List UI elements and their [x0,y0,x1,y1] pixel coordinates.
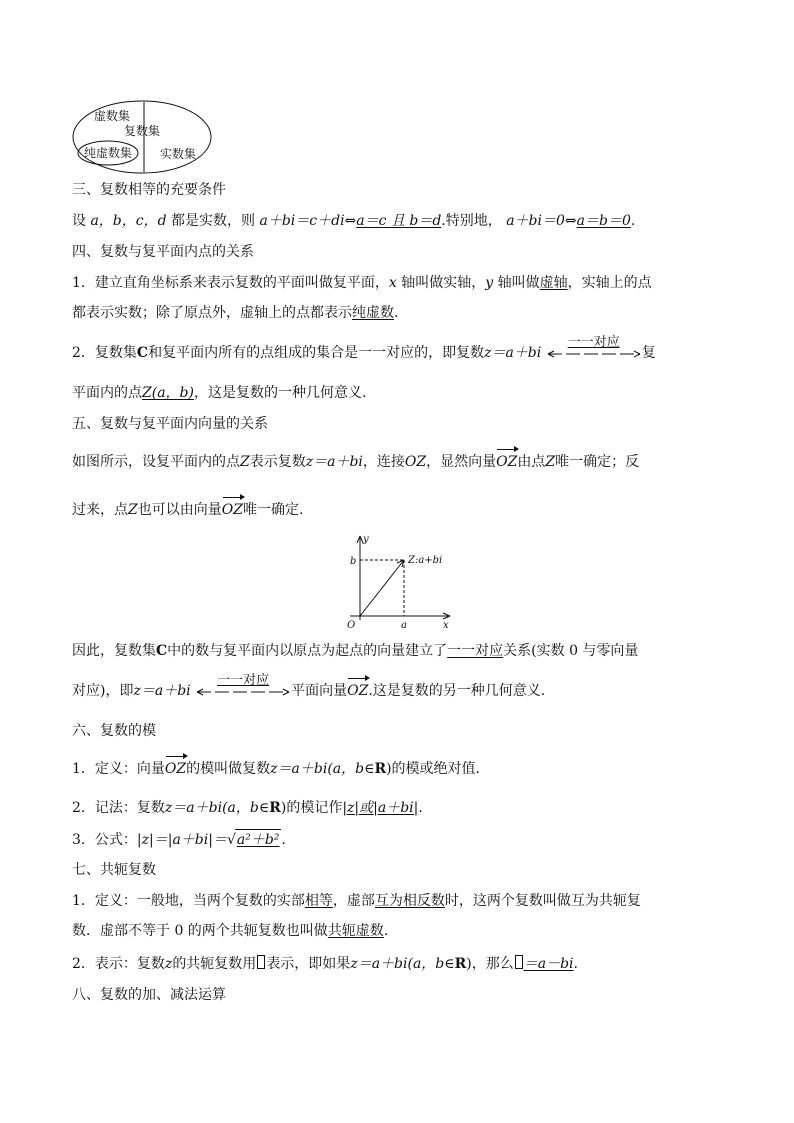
a-label: a [401,620,407,631]
modulus-formula: a²＋b² [235,829,282,850]
pure-imaginary-set-label: 纯虚数集 [84,146,133,160]
section-7-p1-line1: 1．定义：一般地，当两个复数的实部相等，虚部互为相反数时，这两个复数叫做互为共轭复 [72,893,641,909]
section-6-p3: 3．公式：|z|＝|a＋bi|＝√a²＋b² . [72,829,286,850]
zero-condition: a＝b＝0 [576,213,631,229]
section-3-heading: 三、复数相等的充要条件 [72,182,226,198]
point-z-label: Z:a+bi [408,555,443,566]
one-to-one-term: 一一对应 [447,643,504,659]
real-set-label: 实数集 [160,147,197,161]
section-5-heading: 五、复数与复平面内向量的关系 [72,416,268,432]
section-5-p2: 过来，点Z也可以由向量OZ唯一确定. [72,502,304,518]
opposite-term: 互为相反数 [374,893,445,909]
pure-imaginary-term: 纯虚数 [352,305,394,321]
vector-oz-line [360,560,404,616]
section-6-p2: 2．记法：复数z＝a＋bi(a，b∈R)的模记作|z|或|a＋bi|. [72,800,423,816]
section-7-heading: 七、共轭复数 [72,862,156,878]
x-axis-label: x [443,620,449,631]
vector-oz: OZ [164,761,187,777]
section-4-heading: 四、复数与复平面内点的关系 [72,244,254,260]
conjugate-placeholder-box [515,955,523,969]
section-4-p2-line1: 2．复数集C和复平面内所有的点组成的集合是一一对应的，即复数z＝a＋bi 一一对应 复 [72,335,656,361]
section-5-p4: 对应)，即z＝a＋bi 一一对应 平面向量OZ.这是复数的另一种几何意义. [72,673,546,699]
equality-condition: a＝c 且 b＝d [356,213,442,229]
modulus-notation: |z|或|a＋bi| [342,800,419,816]
section-5-p1: 如图所示，设复平面内的点Z表示复数z＝a＋bi，连接OZ，显然向量OZ由点Z唯一确定；反 [72,454,640,470]
bijection-arrow: 一一对应 [546,343,642,363]
bijection-arrow: 一一对应 [195,681,291,701]
conjugate-imaginary-term: 共轭虚数 [327,923,384,939]
section-5-p3: 因此，复数集C中的数与复平面内以原点为起点的向量建立了一一对应关系(实数 0 与零向量 [72,643,639,659]
conjugate-placeholder-box [257,955,265,969]
imaginary-set-label: 虚数集 [94,109,131,123]
section-7-p2: 2．表示：复数z的共轭复数用 表示，即如果z＝a＋bi(a，b∈R)，那么 ＝a－bi. [72,956,578,972]
section-7-p1-line2: 数．虚部不等于 0 的两个共轭复数也叫做共轭虚数. [72,923,389,939]
complex-set-label: 复数集 [124,124,161,138]
section-4-p2-line2: 平面内的点Z(a，b)，这是复数的一种几何意义. [72,385,367,401]
complex-set-venn-diagram [72,100,212,174]
sqrt-sign: √ [226,832,236,848]
complex-plane-figure [340,532,455,632]
imaginary-axis-term: 虚轴 [539,275,568,291]
section-3-paragraph: 设 a，b，c，d 都是实数，则 a＋bi＝c＋di⇔a＝c 且 b＝d.特别地， a＋bi＝0⇔a＝b＝0. [72,213,636,229]
section-4-p1-line1: 1．建立直角坐标系来表示复数的平面叫做复平面，x 轴叫做实轴，y 轴叫做虚轴，实轴上的点 [72,275,652,291]
y-axis-label: y [363,534,369,545]
section-6-heading: 六、复数的模 [72,723,156,739]
origin-label: O [347,620,356,631]
conjugate-result: ＝a－bi [523,956,574,972]
vector-oz: OZ [221,502,243,518]
equal-term: 相等 [304,893,333,909]
vector-oz: OZ [347,683,369,699]
complex-point: Z(a，b) [142,385,194,401]
section-6-p1: 1．定义：向量OZ的模叫做复数z＝a＋bi(a，b∈R)的模或绝对值. [72,761,481,777]
section-4-p1-line2: 都表示实数；除了原点外，虚轴上的点都表示纯虚数. [72,305,399,321]
section-8-heading: 八、复数的加、减法运算 [72,987,226,1003]
vector-oz: OZ [496,454,518,470]
b-label: b [350,556,357,567]
